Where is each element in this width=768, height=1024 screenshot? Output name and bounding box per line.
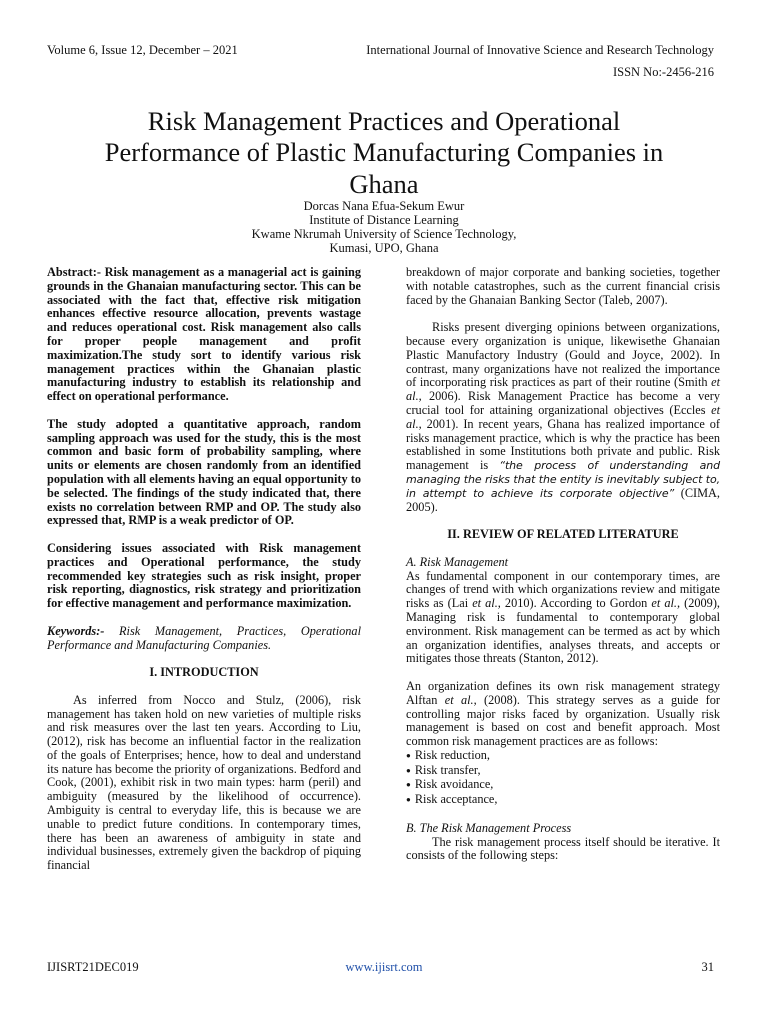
- section-heading-introduction: I. INTRODUCTION: [149, 665, 259, 680]
- left-column: [47, 266, 361, 887]
- cima-definition-quote: “the process of understanding and managing the risks that the entity is inevitably subject to, in attempt to achieve its corporate objective”: [406, 459, 720, 500]
- footer-paper-id: IJISRT21DEC019: [47, 960, 139, 974]
- subsection-heading-process: B. The Risk Management Process: [406, 820, 572, 835]
- subsection-heading-risk-management: A. Risk Management: [406, 554, 509, 569]
- list-item: ● Risk acceptance,: [406, 793, 720, 808]
- keywords: [47, 625, 361, 653]
- keywords-text: Risk Management, Practices, Operational Performance and Manufacturing Companies.: [47, 623, 361, 652]
- right-column: [406, 266, 720, 877]
- abstract-paragraph-2: The study adopted a quantitative approach, random sampling approach was used for the study, this is the most common and basic form of probability sampling, where units or elements are chosen randomly from an identified population with all elements having an equal opportunity to be selected. The findings of the study indicated that, there exists no correlation between RMP and OP. The study also expressed that, RMP is a weak predictor of OP.: [47, 416, 361, 528]
- footer-website-link[interactable]: www.ijisrt.com: [345, 960, 423, 974]
- author-name: Dorcas Nana Efua-Sekum Ewur: [303, 199, 465, 213]
- abstract-paragraph-3: Considering issues associated with Risk management practices and Operational performance, the study recommended key strategies such as risk insight, proper risk reporting, diagnostics, risk strategy and prioritization for effective management and performance maximization.: [47, 540, 361, 611]
- body-paragraph-5: The risk management process itself should be iterative. It consists of the following steps:: [406, 834, 720, 863]
- author-block: [100, 199, 668, 255]
- header-issn: ISSN No:-2456-216: [612, 65, 714, 79]
- introduction-paragraph: As inferred from Nocco and Stulz, (2006), risk management has taken hold on new varieties of multiple risks and risk measures over the last ten years. According to Liu, (2012), risk has become an influential factor in the realization of the goals of Enterprises; hence, how to deal and understand its nature has become the priority of organizations. Bedford and Cook, (2001), exhibit risk in two main types: harm (peril) and ambiguity (measured by the likelihood of occurrence). Ambiguity is central to everyday life, this is because we are unable to predict future conditions. In contemporary times, there has been an awareness of ambiguity in state and individual businesses, extremely given the backdrop of piquing financial: [47, 692, 361, 873]
- paper-title: Risk Management Practices and Operational Performance of Plastic Manufacturing Companies in Ghana: [104, 105, 664, 199]
- keywords-label: Keywords:-: [47, 623, 105, 638]
- list-item: ● Risk avoidance,: [406, 778, 720, 793]
- author-university: Kwame Nkrumah University of Science Technology,: [251, 227, 517, 241]
- body-paragraph-4: An organization defines its own risk management strategy Alftan et al., (2008). This strategy serves as a guide for controlling major risks faced by organization. Usually risk management is based on cost and benefit approach. Most common risk management practices are as follows:: [406, 678, 720, 749]
- abstract-paragraph-1: Abstract:- Risk management as a managerial act is gaining grounds in the Ghanaian manufacturing sector. This can be associated with the fact that, effective risk mitigation enhances effective resource allocation, prevents wastage and reduces operational cost. Risk management also calls for proper people management and profit maximization.The study sort to identify various risk management practices within the Ghanaian plastic manufacturing industry to establish its relationship and effect on operational performance.: [47, 265, 361, 404]
- author-location: Kumasi, UPO, Ghana: [329, 241, 439, 255]
- list-item: ● Risk reduction,: [406, 749, 720, 764]
- body-paragraph-2: Risks present diverging opinions between organizations, because every organization is unique, likewisethe Ghanaian Plastic Manufactory Industry (Gould and Joyce, 2002). In contrast, many organizations have not realized the importance of incorporating risk practices as part of their routine (Smith et al., 2006). Risk Management Practice has become a very crucial tool for attaining organizational objectives (Eccles et al., 2001). In recent years, Ghana has realized importance of risks management practice, which is why the practice has been established in some Institutions both private and public. Risk management is “the process of understanding and managing the risks that the entity is inevitably subject to, in attempt to achieve its corporate objective” (CIMA, 2005).: [406, 320, 721, 514]
- footer-page-number: 31: [701, 960, 714, 974]
- header-journal-name: International Journal of Innovative Science and Research Technology: [366, 43, 714, 57]
- body-paragraph-1: breakdown of major corporate and banking societies, together with notable catastrophes, such as the current financial crisis faced by the Ghanaian Banking Sector (Taleb, 2007).: [406, 265, 720, 307]
- practices-list: [406, 749, 720, 808]
- header-volume: Volume 6, Issue 12, December – 2021: [47, 43, 238, 57]
- body-paragraph-3: As fundamental component in our contemporary times, are changes of trend with which organizations review and mitigate risks as (Lai et al., 2010). According to Gordon et al., (2009), Managing risk is fundamental to contemporary global environment. Risk management can be termed as act by which an organization identifies, analyses threats, and accepts or mitigates those threats (Stanton, 2012).: [406, 568, 720, 666]
- author-affiliation: Institute of Distance Learning: [309, 213, 459, 227]
- section-heading-review: II. REVIEW OF RELATED LITERATURE: [447, 527, 679, 542]
- list-item: ● Risk transfer,: [406, 764, 720, 779]
